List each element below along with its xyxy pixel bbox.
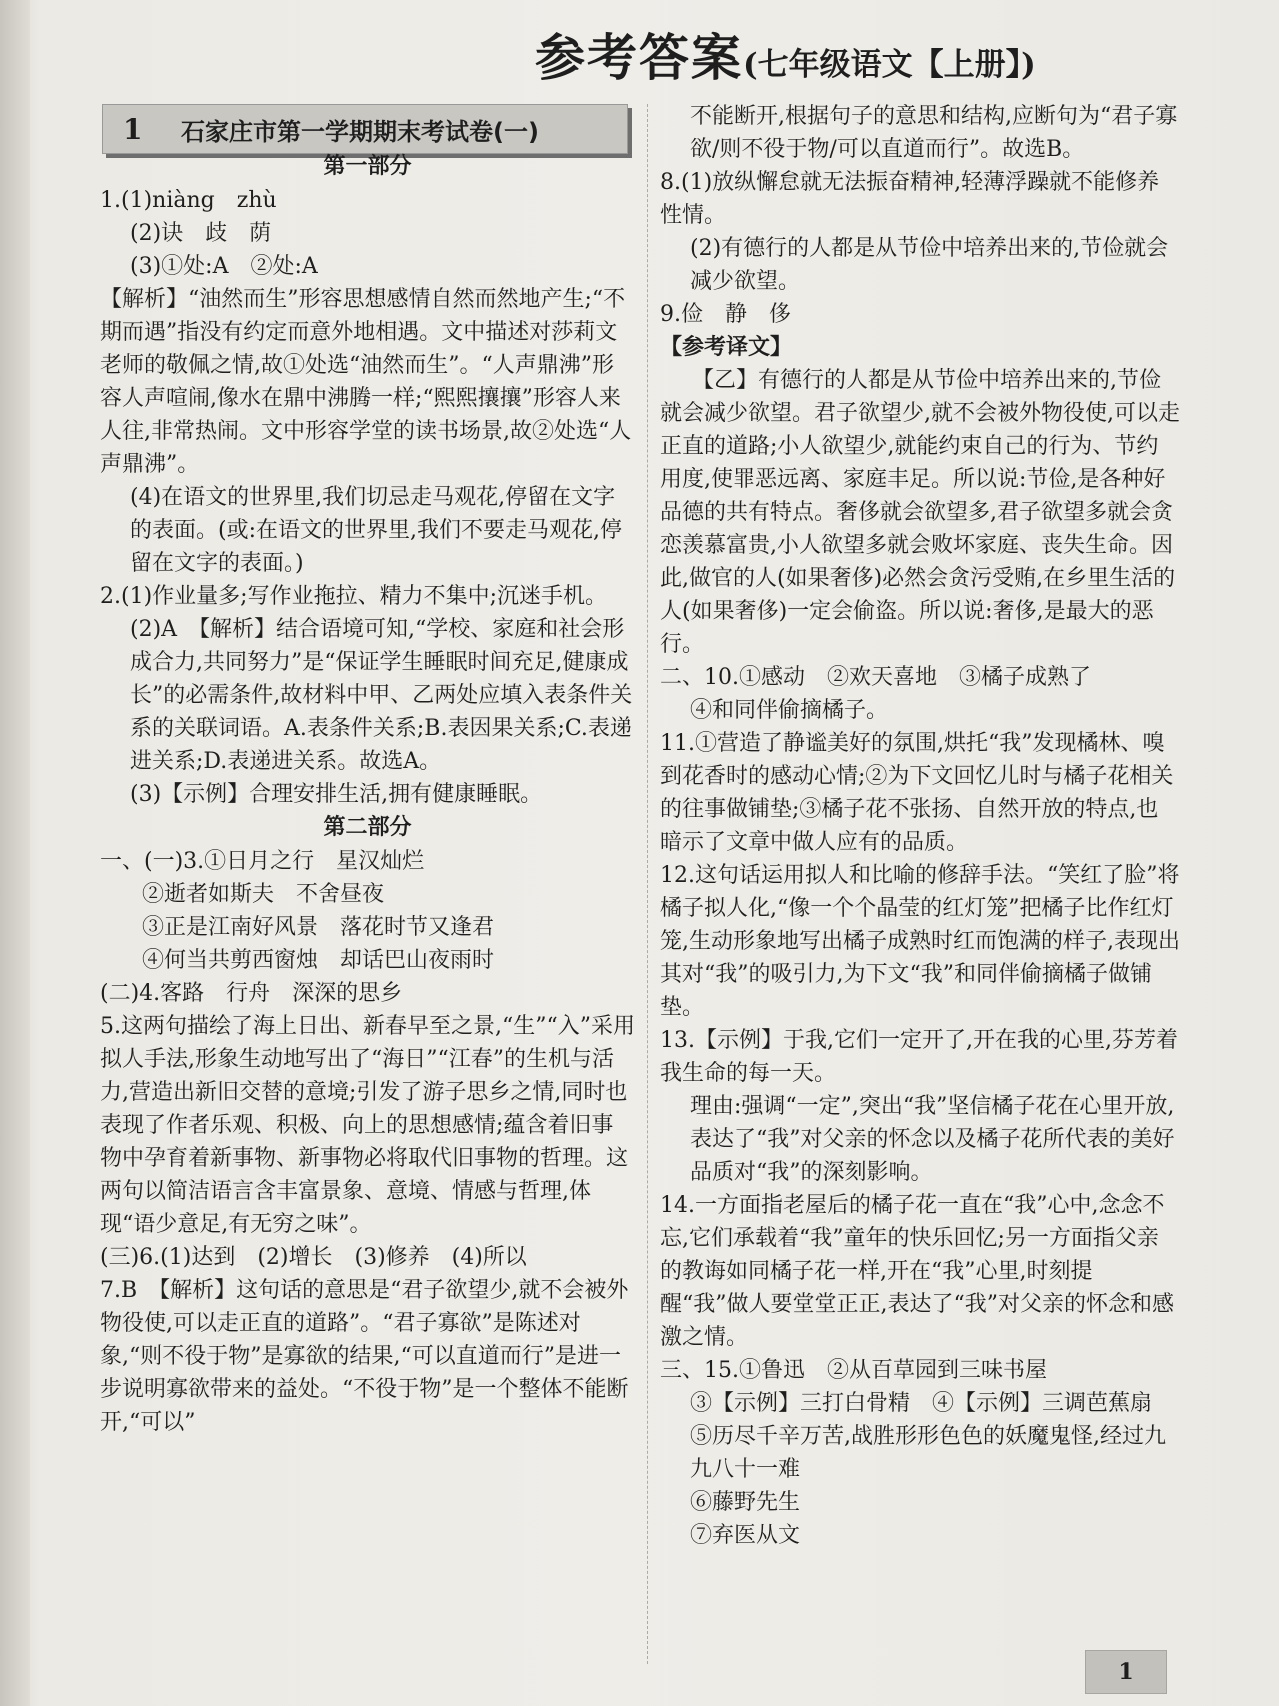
question-answer: 1.(1)niàng zhù bbox=[100, 188, 277, 213]
question-answer: 11.①营造了静谧美好的氛围,烘托“我”发现橘林、嗅到花香时的感动心情;②为下文回忆儿时与橘子花相关的往事做铺垫;③橘子花不张扬、自然开放的特点,也暗示了文章中做人应有的品质。 bbox=[660, 731, 1174, 855]
answer-line: (2)有德行的人都是从节俭中培养出来的,节俭就会减少欲望。 bbox=[690, 236, 1169, 294]
answer-line: (2)诀 歧 荫 bbox=[130, 221, 272, 246]
question-answer: 14.一方面指老屋后的橘子花一直在“我”心中,念念不忘,它们承载着“我”童年的快乐回忆;另一方面指父亲的教诲如同橘子花一样,开在“我”心里,时刻提醒“我”做人要堂堂正正,表达了“我”对父亲的怀念和感激之情。 bbox=[660, 1193, 1174, 1350]
answer-line: (3)①处:A ②处:A bbox=[130, 254, 318, 279]
answer-line: ④和同伴偷摘橘子。 bbox=[690, 698, 889, 723]
translation-paragraph: 【乙】有德行的人都是从节俭中培养出来的,节俭就会减少欲望。君子欲望少,就不会被外物役使,可以走正直的道路;小人欲望少,就能约束自己的行为、节约用度,使罪恶远离、家庭丰足。所以说:节俭,是各种好品德的共有特点。奢侈就会欲望多,君子欲望多就会贪恋羡慕富贵,小人欲望多就会败坏家庭、丧失生命。因此,做官的人(如果奢侈)必然会贪污受贿,在乡里生活的人(如果奢侈)一定会偷盗。所以说:奢侈,是最大的恶行。 bbox=[660, 368, 1180, 657]
title-subtitle: (七年级语文【上册】) bbox=[743, 47, 1036, 83]
question-answer: (二)4.客路 行舟 深深的思乡 bbox=[100, 981, 403, 1006]
question-answer: 2.(1)作业量多;写作业拖拉、精力不集中;沉迷手机。 bbox=[100, 584, 607, 609]
answer-line: 理由:强调“一定”,突出“我”坚信橘子花在心里开放,表达了“我”对父亲的怀念以及橘子花所代表的美好品质对“我”的深刻影响。 bbox=[690, 1094, 1175, 1185]
question-answer: 13.【示例】于我,它们一定开了,开在我的心里,芬芳着我生命的每一天。 bbox=[660, 1028, 1178, 1086]
answer-line: ②逝者如斯夫 不舍昼夜 bbox=[142, 882, 385, 907]
question-answer: 5.这两句描绘了海上日出、新春早至之景,“生”“入”采用拟人手法,形象生动地写出了“海日”“江春”的生机与活力,营造出新旧交替的意境;引发了游子思乡之情,同时也表现了作者乐观、积极、向上的思想感情;蕴含着旧事物中孕育着新事物、新事物必将取代旧事物的哲理。这两句以简洁语言含丰富景象、意境、情感与哲理,体现“语少意足,有无穷之味”。 bbox=[100, 1014, 635, 1237]
question-answer: 8.(1)放纵懈怠就无法振奋精神,轻薄浮躁就不能修养性情。 bbox=[660, 170, 1160, 228]
answer-line: (4)在语文的世界里,我们切忌走马观花,停留在文字的表面。(或:在语文的世界里,我们不要走马观花,停留在文字的表面。) bbox=[130, 485, 622, 576]
section-title: 石家庄市第一学期期末考试卷(一) bbox=[181, 117, 539, 146]
part-heading: 第二部分 bbox=[323, 815, 412, 840]
question-answer: 12.这句话运用拟人和比喻的修辞手法。“笑红了脸”将橘子拟人化,“像一个个晶莹的红灯笼”把橘子比作红灯笼,生动形象地写出橘子成熟时红而饱满的样子,表现出其对“我”的吸引力,为下文“我”和同伴偷摘橘子做铺垫。 bbox=[660, 863, 1180, 1020]
page-number: 1 bbox=[1085, 1650, 1167, 1694]
question-answer: 三、15.①鲁迅 ②从百草园到三味书屋 bbox=[660, 1358, 1047, 1383]
answer-line: ⑥藤野先生 bbox=[690, 1490, 801, 1515]
right-column bbox=[660, 100, 1180, 1552]
column-divider bbox=[647, 104, 648, 1664]
part-heading: 第一部分 bbox=[323, 154, 412, 179]
translation-label: 【参考译文】 bbox=[660, 335, 793, 360]
analysis-paragraph: 【解析】“油然而生”形容思想感情自然而然地产生;“不期而遇”指没有约定而意外地相遇。文中描述对莎莉文老师的敬佩之情,故①处选“油然而生”。“人声鼎沸”形容人声喧闹,像水在鼎中沸腾一样;“熙熙攘攘”形容人来人往,非常热闹。文中形容学堂的读书场景,故②处选“人声鼎沸”。 bbox=[100, 287, 632, 477]
left-column bbox=[100, 150, 635, 1439]
answer-line: ④何当共剪西窗烛 却话巴山夜雨时 bbox=[142, 948, 495, 973]
answer-line: ③正是江南好风景 落花时节又逢君 bbox=[142, 915, 495, 940]
answer-line: ③【示例】三打白骨精 ④【示例】三调芭蕉扇 bbox=[690, 1391, 1153, 1416]
question-answer: 7.B 【解析】这句话的意思是“君子欲望少,就不会被外物役使,可以走正直的道路”。“君子寡欲”是陈述对象,“则不役于物”是寡欲的结果,“可以直道而行”是进一步说明寡欲带来的益处。“不役于物”是一个整体不能断开,“可以” bbox=[100, 1278, 629, 1435]
answer-line: ⑦弃医从文 bbox=[690, 1523, 801, 1548]
answer-line: (3)【示例】合理安排生活,拥有健康睡眠。 bbox=[130, 782, 543, 807]
question-answer: 一、(一)3.①日月之行 星汉灿烂 bbox=[100, 849, 425, 874]
question-answer: 9.俭 静 侈 bbox=[660, 302, 791, 327]
page-title bbox=[535, 18, 1255, 88]
title-main: 参考答案 bbox=[535, 28, 743, 87]
answer-line: (2)A 【解析】结合语境可知,“学校、家庭和社会形成合力,共同努力”是“保证学生睡眠时间充足,健康成长”的必需条件,故材料中甲、乙两处应填入表条件关系的关联词语。A.表条件关系;B.表因果关系;C.表递进关系;D.表递进关系。故选A。 bbox=[130, 617, 633, 774]
section-header bbox=[102, 104, 628, 154]
section-number: 1 bbox=[123, 112, 143, 146]
question-answer: (三)6.(1)达到 (2)增长 (3)修养 (4)所以 bbox=[100, 1245, 527, 1270]
question-answer: 二、10.①感动 ②欢天喜地 ③橘子成熟了 bbox=[660, 665, 1091, 690]
answer-line: 不能断开,根据句子的意思和结构,应断句为“君子寡欲/则不役于物/可以直道而行”。故选B。 bbox=[690, 104, 1178, 162]
page-binding-edge bbox=[0, 0, 30, 1706]
answer-line: ⑤历尽千辛万苦,战胜形形色色的妖魔鬼怪,经过九九八十一难 bbox=[690, 1424, 1166, 1482]
